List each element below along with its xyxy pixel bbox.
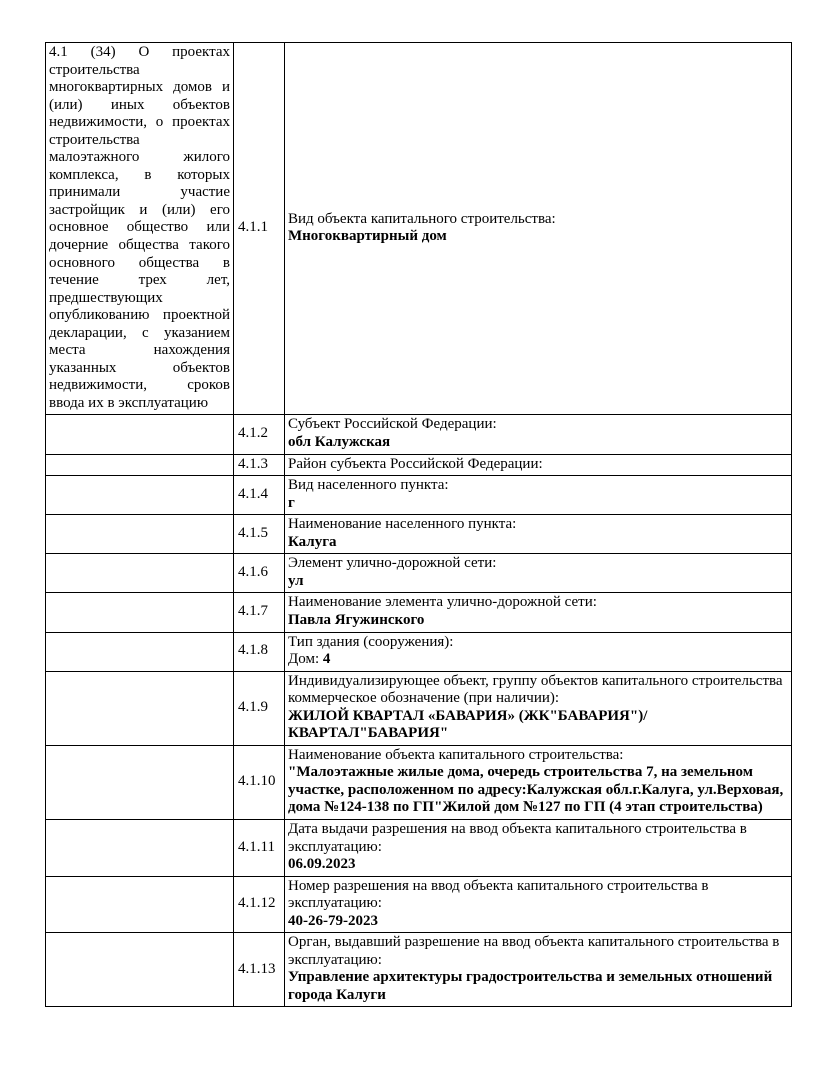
field-cell — [285, 476, 792, 515]
field-value: Павла Ягужинского — [288, 611, 425, 628]
section-empty-cell — [46, 415, 234, 454]
table-row — [46, 819, 792, 876]
row-number: 4.1.7 — [234, 593, 285, 632]
table-row — [46, 632, 792, 671]
field-label: Наименование объекта капитального строительства: — [288, 746, 624, 763]
row-number: 4.1.11 — [234, 819, 285, 876]
table-row — [46, 745, 792, 819]
row-number: 4.1.8 — [234, 632, 285, 671]
table-row — [46, 43, 792, 415]
section-empty-cell — [46, 819, 234, 876]
field-label: Наименование населенного пункта: — [288, 516, 517, 533]
field-label: Индивидуализирующее объект, группу объектов капитального строительства коммерческое обозначение (при наличии): — [288, 672, 783, 707]
table-row — [46, 415, 792, 454]
field-label: Субъект Российской Федерации: — [288, 416, 497, 433]
table-row — [46, 933, 792, 1007]
row-number: 4.1.6 — [234, 554, 285, 593]
table-row — [46, 476, 792, 515]
row-number: 4.1.9 — [234, 671, 285, 745]
row-number: 4.1.4 — [234, 476, 285, 515]
field-cell — [285, 632, 792, 671]
field-label: Вид объекта капитального строительства: — [288, 210, 556, 227]
section-empty-cell — [46, 593, 234, 632]
row-number: 4.1.2 — [234, 415, 285, 454]
field-cell — [285, 593, 792, 632]
row-number: 4.1.10 — [234, 745, 285, 819]
field-value: г — [288, 494, 295, 511]
field-cell — [285, 515, 792, 554]
table-row — [46, 671, 792, 745]
section-empty-cell — [46, 933, 234, 1007]
field-label: Вид населенного пункта: — [288, 477, 449, 494]
field-cell — [285, 554, 792, 593]
field-label: Дата выдачи разрешения на ввод объекта капитального строительства в эксплуатацию: — [288, 820, 747, 855]
field-value: Многоквартирный дом — [288, 228, 447, 245]
field-label: Район субъекта Российской Федерации: — [288, 455, 543, 472]
row-number: 4.1.3 — [234, 454, 285, 476]
field-cell — [285, 745, 792, 819]
section-empty-cell — [46, 876, 234, 933]
field-value: ЖИЛОЙ КВАРТАЛ «БАВАРИЯ» (ЖК"БАВАРИЯ")/КВАРТАЛ"БАВАРИЯ" — [288, 707, 648, 742]
section-empty-cell — [46, 454, 234, 476]
field-cell — [285, 671, 792, 745]
field-label: Орган, выдавший разрешение на ввод объекта капитального строительства в эксплуатацию: — [288, 934, 780, 968]
section-description: 4.1 (34) О проектах строительства многоквартирных домов и (или) иных объектов недвижимости, о проектах строительства малоэтажного жилого комплекса, в которых принимали участие застройщик и (или) его основное общество или дочерние общества такого основного общества в течение трех лет, предшествующих опубликованию проектной декларации, с указанием места нахождения указанных объектов недвижимости, сроков ввода их в эксплуатацию — [46, 43, 234, 415]
section-empty-cell — [46, 515, 234, 554]
field-value: Дом: 4 — [288, 651, 331, 668]
section-empty-cell — [46, 745, 234, 819]
field-label: Тип здания (сооружения): — [288, 633, 454, 650]
field-label: Элемент улично-дорожной сети: — [288, 555, 497, 572]
field-value: 06.09.2023 — [288, 856, 356, 873]
field-label: Номер разрешения на ввод объекта капитального строительства в эксплуатацию: — [288, 877, 709, 912]
row-number: 4.1.13 — [234, 933, 285, 1007]
section-empty-cell — [46, 671, 234, 745]
declaration-table — [45, 42, 792, 1007]
row-number: 4.1.1 — [234, 43, 285, 415]
table-row — [46, 593, 792, 632]
field-label: Наименование элемента улично-дорожной сети: — [288, 594, 597, 611]
table-row — [46, 454, 792, 476]
field-cell — [285, 819, 792, 876]
field-cell — [285, 876, 792, 933]
field-value: ул — [288, 572, 304, 589]
field-value: Калуга — [288, 533, 337, 550]
field-value: обл Калужская — [288, 434, 391, 451]
table-row — [46, 876, 792, 933]
field-value: "Малоэтажные жилые дома, очередь строительства 7, на земельном участке, расположенном по адресу:Калужская обл.г.Калуга, ул.Верховая, дома №124-138 по ГП"Жилой дом №127 по ГП (4 этап строительства) — [288, 764, 784, 816]
table-row — [46, 554, 792, 593]
row-number: 4.1.5 — [234, 515, 285, 554]
section-empty-cell — [46, 632, 234, 671]
field-value: Управление архитектуры градостроительства и земельных отношений города Калуги — [288, 969, 773, 1003]
field-cell — [285, 454, 792, 476]
field-cell — [285, 415, 792, 454]
field-cell — [285, 933, 792, 1007]
section-empty-cell — [46, 554, 234, 593]
section-empty-cell — [46, 476, 234, 515]
table-row — [46, 515, 792, 554]
row-number: 4.1.12 — [234, 876, 285, 933]
field-value: 40-26-79-2023 — [288, 912, 378, 929]
field-cell — [285, 43, 792, 415]
